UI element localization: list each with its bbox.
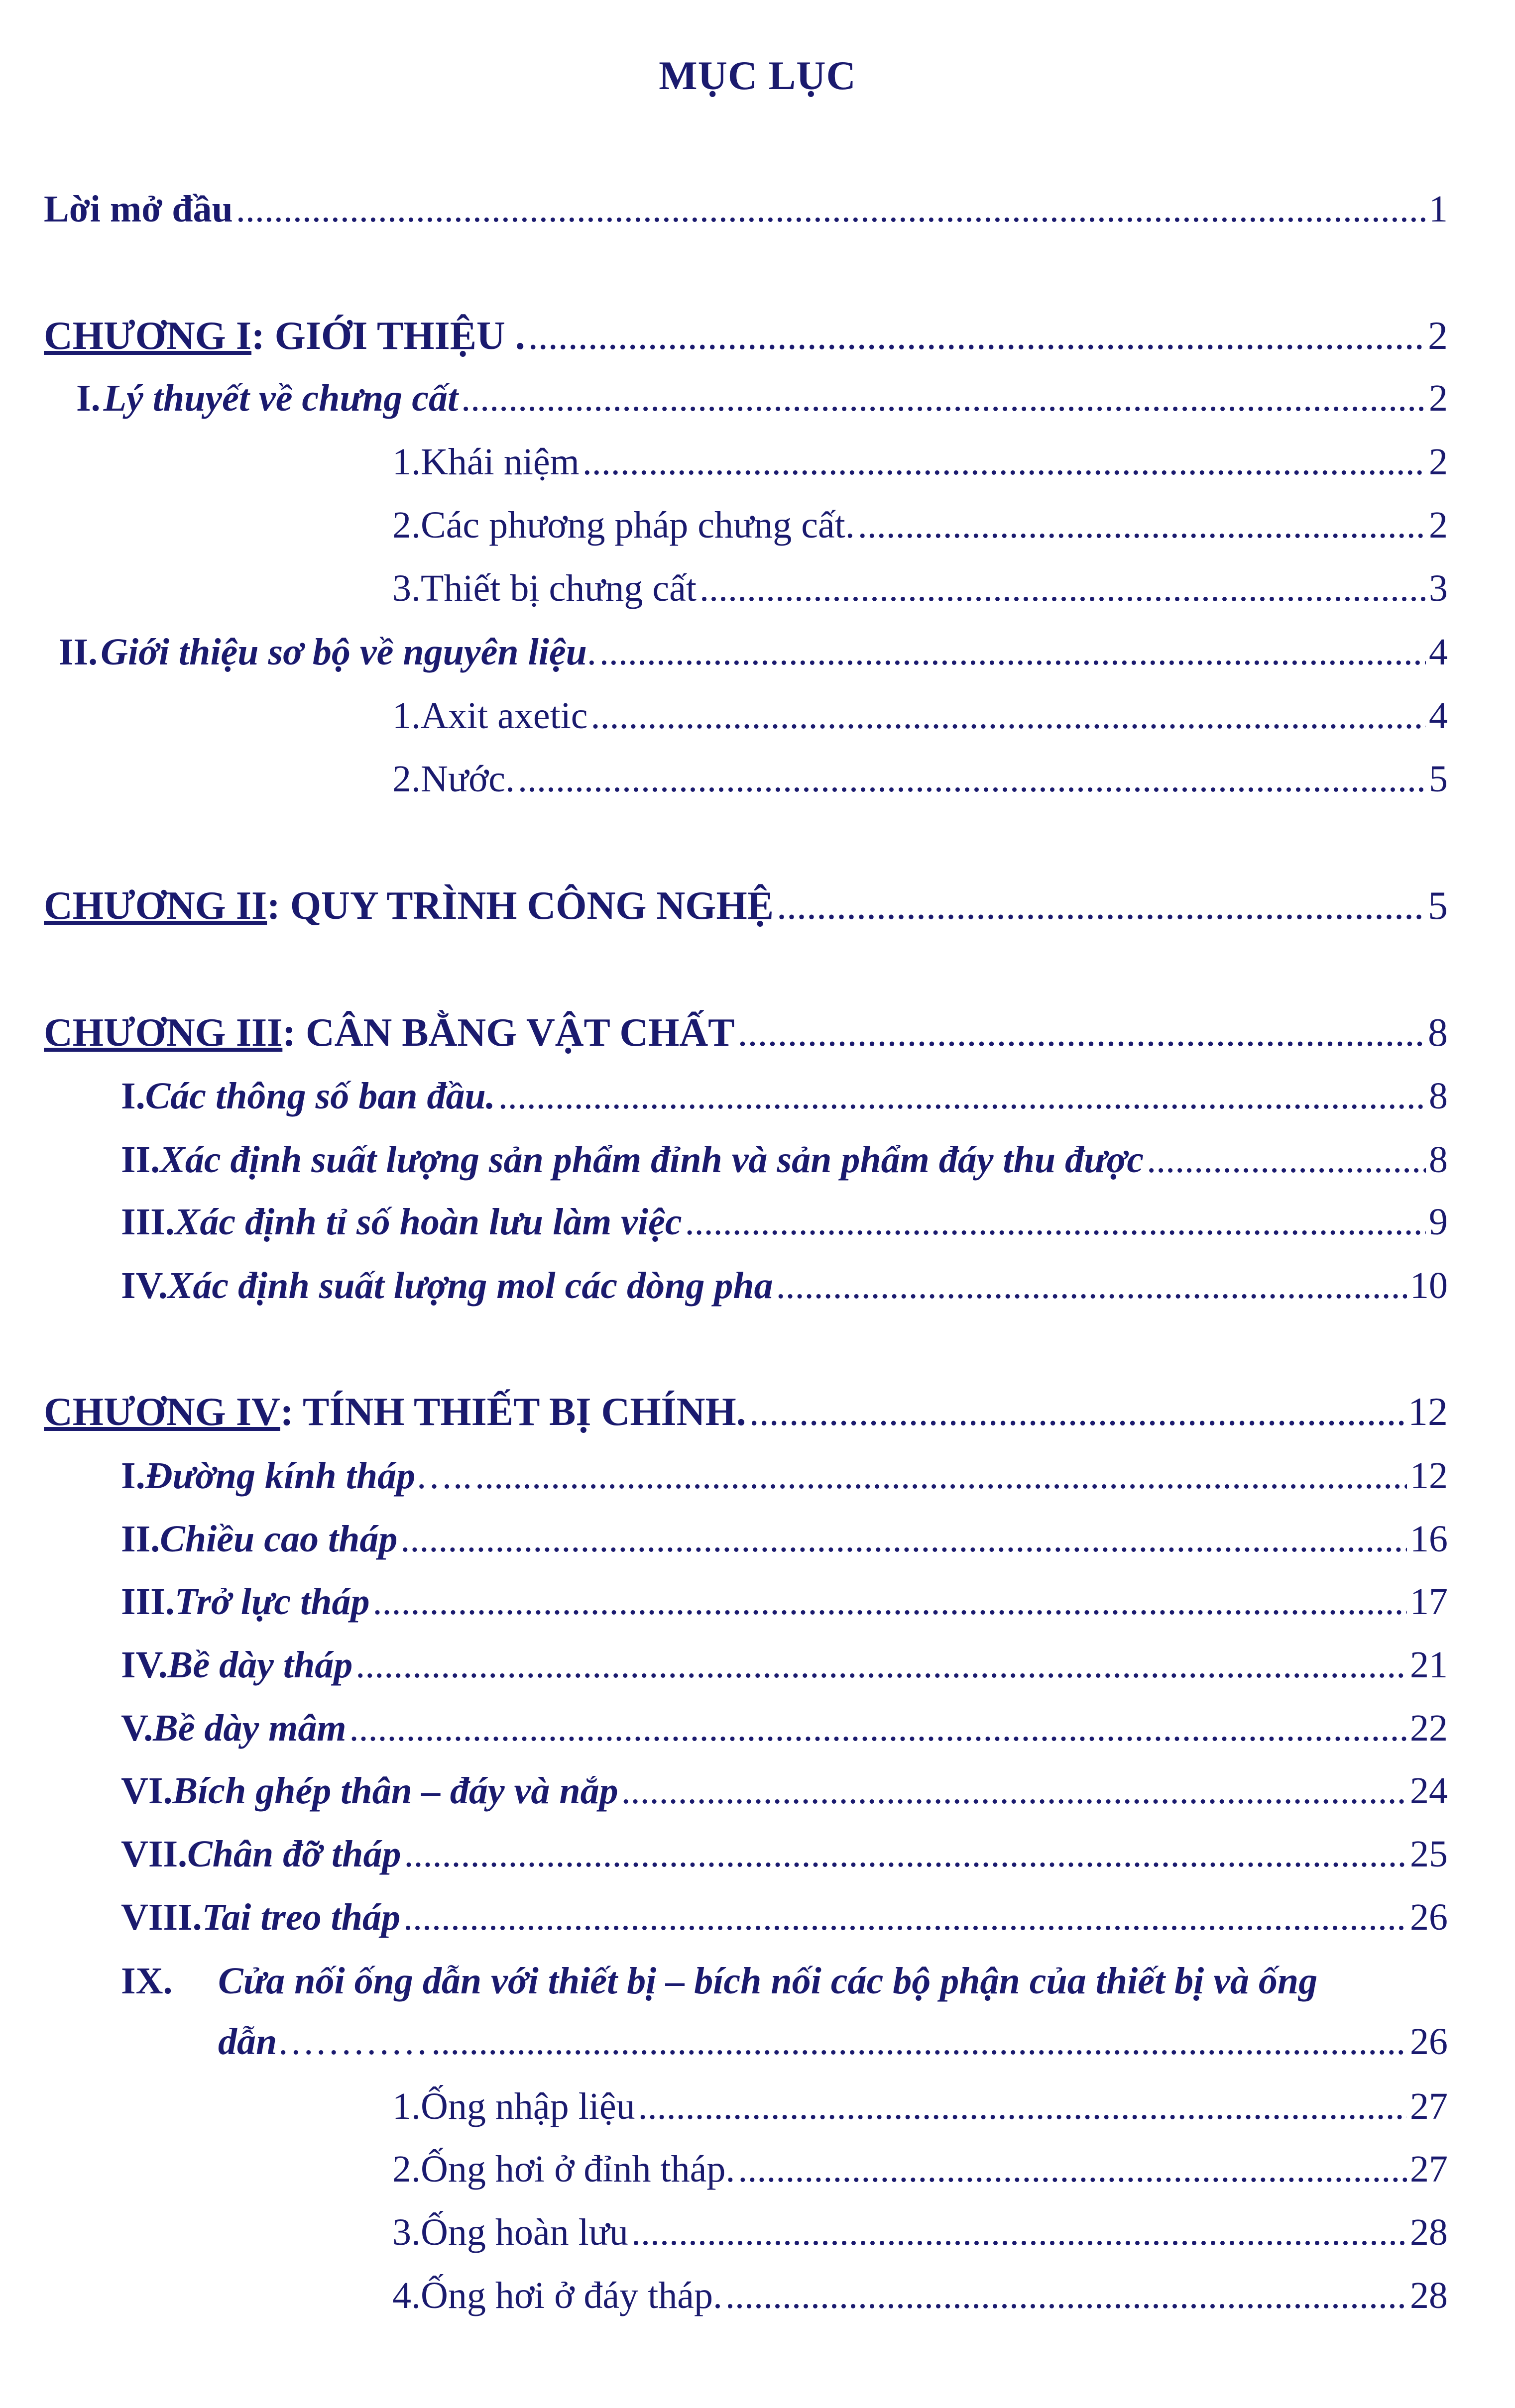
subsection-label: Các phương pháp chưng cất. [421,504,855,546]
toc-page-number: 5 [1429,758,1448,800]
chapter-prefix: CHƯƠNG IV [44,1390,280,1434]
dot-leader [591,691,1426,741]
section-number: II. [59,631,98,673]
section-label: Xác định tỉ số hoàn lưu làm việc [174,1201,682,1243]
toc-section-continuation[interactable] [218,2017,1448,2067]
toc-section[interactable] [121,1892,1448,1942]
section-label: Tai treo tháp [202,1896,400,1938]
dot-leader [431,2017,1407,2067]
dot-leader [475,1451,1407,1501]
toc-page-number: 25 [1410,1833,1448,1875]
section-label: Chiều cao tháp [160,1518,398,1560]
subsection-label: Ống hơi ở đáy tháp. [421,2275,722,2316]
section-label: Cửa nối ống dẫn với thiết bị – bích nối các bộ phận của thiết bị và ống [218,1960,1318,2002]
subsection-label: Ống hoàn lưu [421,2211,628,2253]
section-label: Các thông số ban đầu. [145,1075,495,1117]
toc-section[interactable] [121,1766,1448,1816]
dot-leader [372,1577,1407,1627]
toc-subsection[interactable] [392,500,1448,550]
section-number: II. [121,1518,160,1560]
toc-page-number: 2 [1429,504,1448,546]
toc-page-number: 3 [1429,567,1448,609]
toc-page-number: 17 [1410,1581,1448,1623]
chapter-title: : QUY TRÌNH CÔNG NGHỆ [267,884,774,928]
section-label: Giới thiệu sơ bộ về nguyên liệu [101,631,587,673]
page-title: MỤC LỤC [659,53,856,98]
chapter-prefix: CHƯƠNG I [44,314,252,358]
toc-page-number: 24 [1410,1770,1448,1812]
dot-leader [236,184,1426,234]
dot-leader [404,1829,1407,1879]
toc-subsection[interactable] [392,2144,1448,2194]
dot-leader [599,627,1426,677]
subsection-number: 2. [392,758,421,800]
toc-page-number: 4 [1429,631,1448,673]
subsection-number: 1. [392,2085,421,2127]
section-number: VIII. [121,1896,202,1938]
section-suffix: . [586,631,596,673]
dot-leader [403,1892,1407,1942]
chapter-title: : TÍNH THIẾT BỊ CHÍNH. [280,1390,746,1434]
subsection-number: 2. [392,2148,421,2190]
section-label: Bích ghép thân – đáy và nắp [172,1770,618,1812]
subsection-label: Thiết bị chưng cất [421,567,697,609]
toc-section[interactable] [121,1956,1448,2006]
toc-subsection[interactable] [392,437,1448,487]
subsection-number: 3. [392,2211,421,2253]
section-label: Trở lực tháp [174,1581,370,1623]
toc-page-number: 26 [1410,2021,1448,2063]
toc-page-number: 27 [1410,2085,1448,2127]
dot-leader [518,754,1426,804]
toc-section[interactable] [121,1261,1448,1311]
toc-section[interactable] [121,1071,1448,1121]
dot-leader [400,1514,1407,1564]
toc-page-number: 8 [1429,1139,1448,1181]
toc-chapter-4[interactable] [44,1387,1448,1437]
dot-leader [638,2081,1407,2131]
toc-section[interactable] [59,627,1448,677]
chapter-title: : GIỚI THIỆU . [251,314,525,358]
section-label: Lý thuyết về chưng cất [103,377,459,419]
toc-page-number: 26 [1410,1896,1448,1938]
section-number: III. [121,1201,175,1243]
toc-page-number: 8 [1429,1075,1448,1117]
section-number: IX. [121,1960,173,2002]
toc-page-number: 8 [1428,1011,1448,1055]
dot-leader [858,500,1426,550]
toc-page-number: 16 [1410,1518,1448,1560]
section-number: VII. [121,1833,188,1875]
toc-subsection[interactable] [392,2207,1448,2257]
subsection-label: Nước. [421,758,515,800]
toc-page-number: 28 [1410,2275,1448,2316]
dot-leader [725,2271,1407,2320]
subsection-label: Ống nhập liệu [421,2085,635,2127]
toc-page-number: 28 [1410,2211,1448,2253]
toc-entry-label: Lời mở đầu [44,188,233,230]
section-number: V. [121,1707,153,1749]
section-number: I. [121,1075,145,1117]
dot-leader [699,563,1426,613]
toc-section[interactable] [121,1135,1448,1185]
dot-leader [738,1008,1425,1058]
toc-entry-intro[interactable] [44,184,1448,234]
toc-chapter-1[interactable] [44,311,1448,361]
toc-section[interactable] [121,1829,1448,1879]
chapter-prefix: CHƯƠNG II [44,884,267,928]
section-number: IV. [121,1644,168,1686]
toc-chapter-2[interactable] [44,881,1448,931]
section-number: VI. [121,1770,173,1812]
toc-subsection[interactable] [392,691,1448,741]
toc-section[interactable] [76,373,1448,423]
dot-leader [685,1197,1426,1247]
section-label: Xác định suất lượng mol các dòng pha [167,1265,773,1307]
section-label: Bề dày mâm [153,1707,347,1749]
toc-page-number: 4 [1429,695,1448,737]
toc-section[interactable] [121,1577,1448,1627]
section-number: III. [121,1581,175,1623]
dot-leader [528,311,1425,361]
toc-page-number: 27 [1410,2148,1448,2190]
section-label-continued: dẫn [218,2021,277,2063]
toc-section[interactable] [121,1640,1448,1690]
subsection-number: 1. [392,441,421,483]
dot-leader [355,1640,1407,1690]
section-number: I. [76,377,101,419]
dot-leader [738,2144,1407,2194]
dot-leader [349,1703,1407,1753]
toc-page-number: 9 [1429,1201,1448,1243]
section-label: Chân đỡ tháp [187,1833,401,1875]
toc-section[interactable] [121,1197,1448,1247]
dot-leader [776,1261,1407,1311]
subsection-number: 3. [392,567,421,609]
dot-leader [631,2207,1407,2257]
section-suffix: ………… [277,2021,429,2063]
section-number: I. [121,1455,145,1497]
chapter-title: : CÂN BẰNG VẬT CHẤT [282,1011,735,1055]
subsection-number: 2. [392,504,421,546]
toc-page-number: 2 [1428,314,1448,358]
subsection-label: Khái niệm [421,441,580,483]
section-number: II. [121,1139,160,1181]
dot-leader [498,1071,1426,1121]
toc-page-number: 2 [1429,441,1448,483]
toc-section[interactable] [121,1514,1448,1564]
subsection-label: Ống hơi ở đỉnh tháp. [421,2148,735,2190]
subsection-number: 1. [392,695,421,737]
dot-leader [777,881,1425,931]
toc-page-number: 12 [1408,1390,1448,1434]
subsection-label: Axit axetic [421,695,588,737]
toc-chapter-3[interactable] [44,1008,1448,1058]
dot-leader [1147,1135,1426,1185]
dot-leader [749,1387,1405,1437]
section-suffix: ….. [415,1455,472,1497]
section-number: IV. [121,1265,168,1307]
toc-page-number: 12 [1410,1455,1448,1497]
section-label: Xác định suất lượng sản phẩm đỉnh và sản phẩm đáy thu được [160,1139,1144,1181]
section-label: Đường kính tháp [145,1455,416,1497]
toc-page-number: 10 [1410,1265,1448,1307]
toc-page-number: 1 [1429,188,1448,230]
section-label: Bề dày tháp [167,1644,353,1686]
toc-subsection[interactable] [392,754,1448,804]
toc-section[interactable] [121,1451,1448,1501]
dot-leader [461,373,1426,423]
subsection-number: 4. [392,2275,421,2316]
toc-section[interactable] [121,1703,1448,1753]
toc-subsection[interactable] [392,563,1448,613]
toc-page-number: 22 [1410,1707,1448,1749]
toc-page-number: 21 [1410,1644,1448,1686]
toc-page-number: 2 [1429,377,1448,419]
dot-leader [583,437,1426,487]
dot-leader [621,1766,1407,1816]
chapter-prefix: CHƯƠNG III [44,1011,283,1055]
toc-page-number: 5 [1428,884,1448,928]
toc-subsection[interactable] [392,2081,1448,2131]
toc-subsection[interactable] [392,2271,1448,2320]
